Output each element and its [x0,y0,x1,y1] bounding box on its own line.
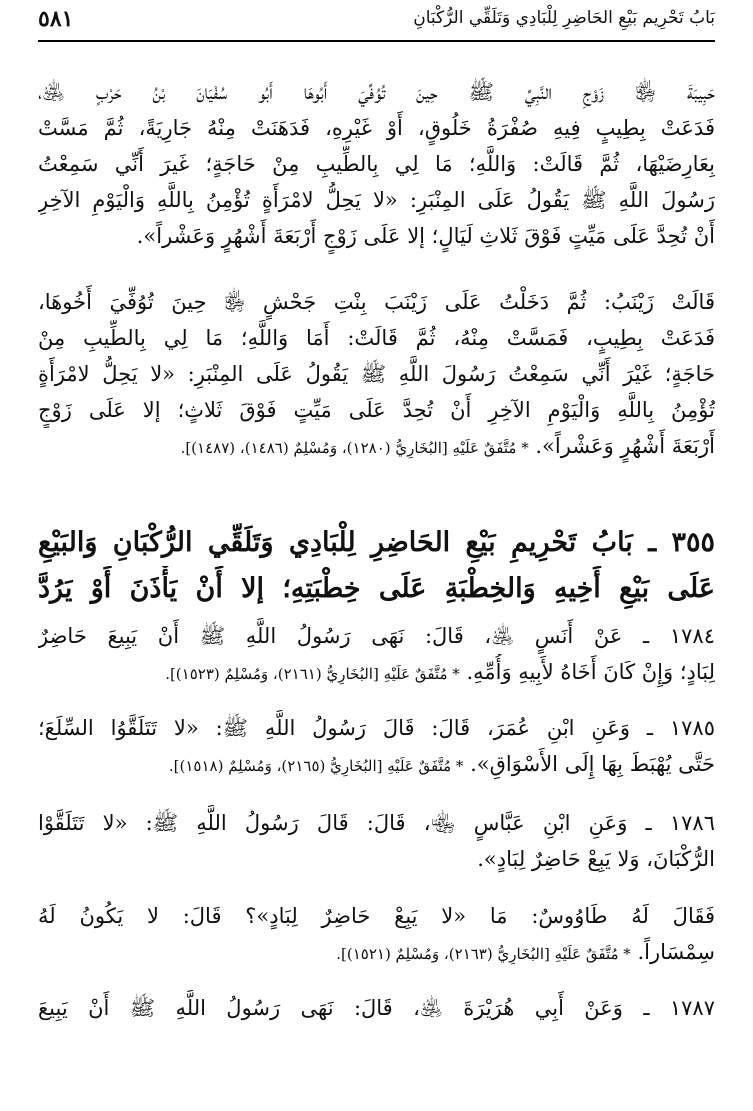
text-fragment: حَتَّى يُهْبَطَ بِهَا إِلَى الأَسْوَاقِ». [463,752,715,776]
source-reference: * مُتَّفَقٌ عَلَيْهِ [البُخَارِيُّ (٢١٦٥)، وَمُسْلِمٌ (١٥١٨)]. [168,757,464,775]
text-line: الرُّكْبَانَ، وَلا يَبِعْ حَاضِرٌ لِبَادٍ». [477,847,715,871]
text-line: فَقَالَ لَهُ طَاوُوسٌ: مَا «لا يَبِعْ حَاضِرٌ لِبَادٍ»؟ قَالَ: لا يَكُونُ لَهُ [38,904,715,928]
text-line: أَنْ تُحِدَّ عَلَى مَيِّتٍ فَوْقَ ثَلاثِ لَيَالٍ؛ إلا عَلَى زَوْجٍ أَرْبَعَةَ أَشْهُرٍ وَعَشْراً». [136,224,715,248]
text-line: ١٧٨٧ ـ وَعَنْ أَبِي هُرَيْرَةَ ﵁، قَالَ: نَهَى رَسُولُ اللَّهِ ﷺ أَنْ يَبِيعَ [38,996,715,1020]
text-line-with-reference [38,934,715,970]
header-rule [38,40,715,42]
hadith-1786-tawus [38,898,715,970]
text-line-with-reference [38,654,715,690]
source-reference: * مُتَّفَقٌ عَلَيْهِ [البُخَارِيُّ (٢١٦٣)، وَمُسْلِمٌ (١٥٢١)]. [336,945,631,963]
heading-line: عَلَى بَيْعِ أَخِيهِ وَالخِطْبَةِ عَلَى خِطْبَتِهِ؛ إلا أَنْ يَأْذَنَ أَوْ يَرُدَّ [38,573,715,604]
page-number: ٥٨١ [38,6,74,32]
source-reference: * مُتَّفَقٌ عَلَيْهِ [البُخَارِيُّ (٢١٦١)، وَمُسْلِمٌ (١٥٢٣)]. [165,665,460,683]
text-line: ١٧٨٤ ـ عَنْ أَنَسٍ ﵁، قَالَ: نَهَى رَسُولُ اللَّهِ ﷺ أَنْ يَبِيعَ حَاضِرٌ [38,624,715,648]
text-line: رَسُولَ اللَّهِ ﷺ يَقُولُ عَلَى المِنْبَرِ: «لا يَحِلُّ لامْرَأَةٍ تُؤْمِنُ بِاللَّهِ وَالْيَوْمِ الآخِرِ [38,188,715,212]
text-line: بِعَارِضَيْهَا، ثُمَّ قَالَتْ: وَاللَّهِ؛ مَا لِي بِالطِّيبِ مِنْ حَاجَةٍ؛ غَيرَ أَنِّي سَمِعْتُ [38,152,715,176]
text-line-with-reference [38,428,715,464]
chapter-running-title: بَابُ تَحْرِيم بَيْعِ الحَاضِرِ لِلْبَادِي وَتَلَقِّي الرُّكْبَانِ [413,8,715,28]
text-line: فَدَعَتْ بِطِيبٍ، فَمَسَّتْ مِنْهُ، ثُمَّ قَالَتْ: أَمَا وَاللَّهِ؛ مَا لِي بِالطِّيبِ مِنْ [38,326,715,350]
text-line: قَالَتْ زَيْنَبُ: ثُمَّ دَخَلْتُ عَلَى زَيْنَبَ بِنْتِ جَحْشٍ ﵂ حِينَ تُوُفِّيَ أَخُوهَا، [38,290,715,314]
text-line: تُؤْمِنُ بِاللَّهِ وَالْيَوْمِ الآخِرِ أَنْ تُحِدَّ عَلَى مَيِّتٍ فَوْقَ ثَلاثٍ؛ إلا عَلَى زَوْجٍ [38,398,715,422]
paragraph-zaynab-report [38,284,715,464]
text-line-with-reference [38,746,715,782]
source-reference: * مُتَّفَقٌ عَلَيْهِ [البُخَارِيُّ (١٢٨٠)، وَمُسْلِمٌ (١٤٨٦)، (١٤٨٧)]. [180,439,529,457]
text-line: ١٧٨٥ ـ وَعَنِ ابْنِ عُمَرَ، قَالَ: قَالَ رَسُولُ اللَّهِ ﷺ: «لا تَتَلَقَّوُا السِّلَعَ؛ [38,716,715,740]
hadith-1786 [38,805,715,877]
text-line: ١٧٨٦ ـ وَعَنِ ابْنِ عَبَّاسٍ ﵄، قَالَ: قَالَ رَسُولُ اللَّهِ ﷺ: «لا تَتَلَقَّوْا [38,811,715,835]
text-line: فَدَعَتْ بِطِيبٍ فِيهِ صُفْرَةُ خَلُوقٍ، أَوْ غَيْرِهِ، فَدَهَنَتْ مِنْهُ جَارِيَةً، ثُمَّ مَسَّتْ [38,116,715,140]
text-line: حَاجَةٍ؛ غَيْرَ أَنِّي سَمِعْتُ رَسُولَ اللَّهِ ﷺ يَقُولُ عَلَى المِنْبَرِ: «لا يَحِلُّ لامْرَأَةٍ [38,362,715,386]
text-line: حَبِيبَةَ ﵂ زَوْجِ النَّبِيِّ ﷺ حِينَ تُوُفِّيَ أَبُوهَا أَبُو سُفْيَانَ بْنُ حَرْبٍ ﵁، [38,80,715,104]
text-fragment: سِمْسَاراً. [630,940,715,964]
heading-line: ٣٥٥ ـ بَابُ تَحْرِيمِ بَيْعِ الحَاضِرِ لِلْبَادِي وَتَلَقِّي الرُّكْبَانِ وَالبَيْعِ [38,527,715,558]
text-fragment: لِبَادٍ؛ وَإِنْ كَانَ أَخَاهُ لأَبِيهِ وَأُمِّهِ. [459,660,715,684]
hadith-1787 [38,990,715,1026]
paragraph-hafsa-hadith [38,74,715,254]
running-header [38,6,715,38]
hadith-1785 [38,710,715,782]
text-fragment: أَرْبَعَةَ أَشْهُرٍ وَعَشْراً». [528,434,715,458]
hadith-1784 [38,618,715,690]
chapter-heading [38,520,715,612]
